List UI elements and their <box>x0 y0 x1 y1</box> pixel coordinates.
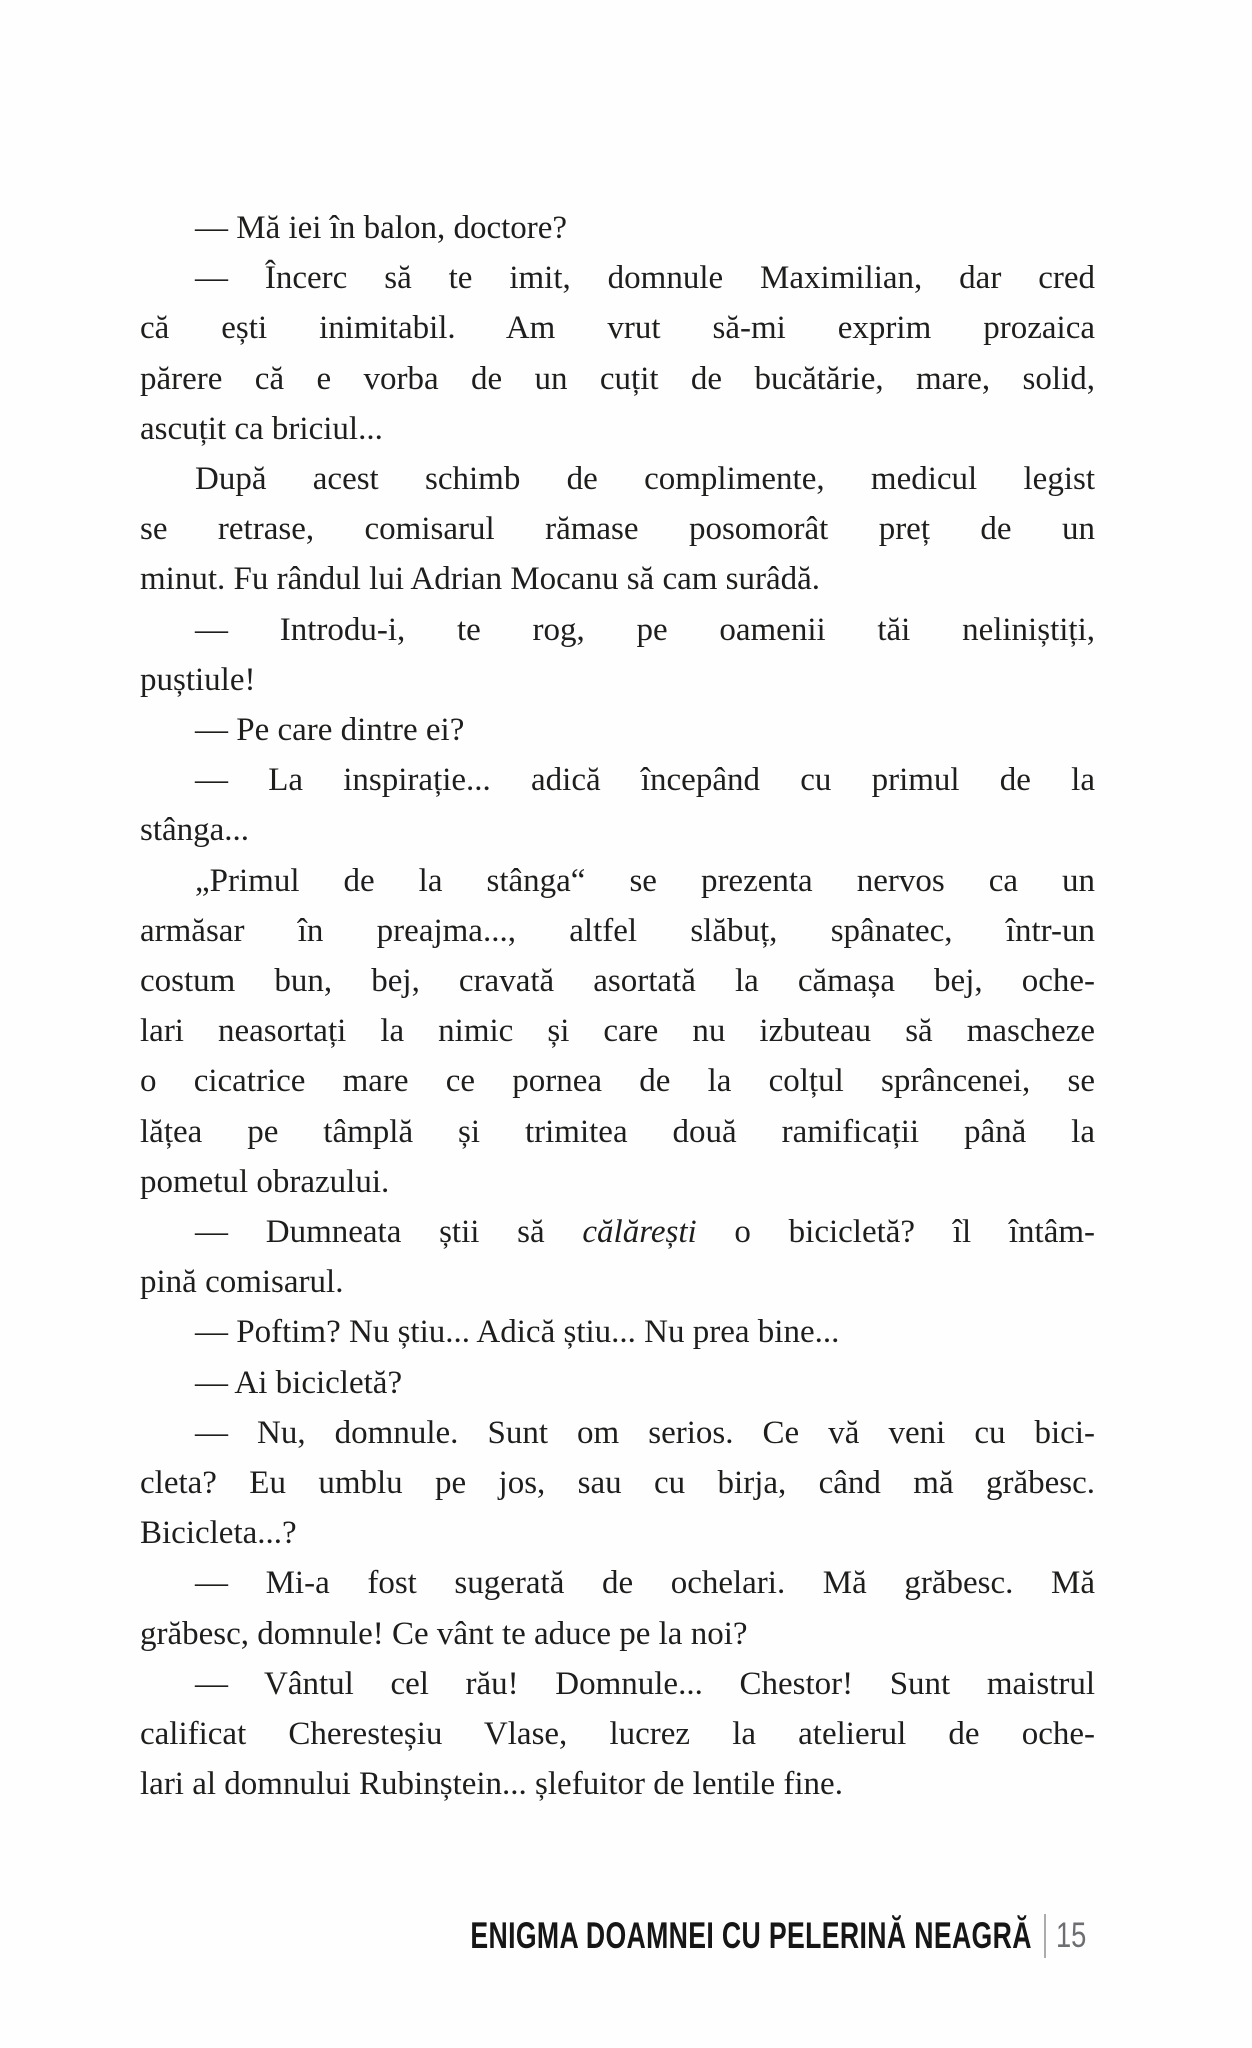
text-segment-italic: călărești <box>582 1214 697 1251</box>
text-line: — Mi-a fost sugerată de ochelari. Mă grăbesc. Mă <box>195 1565 1095 1602</box>
page-text-block <box>140 203 1095 1810</box>
text-line: calificat Cheresteșiu Vlase, lucrez la atelierul de oche- <box>140 1716 1095 1753</box>
text-line: — Pe care dintre ei? <box>195 712 465 749</box>
text-line: — Încerc să te imit, domnule Maximilian, dar cred <box>195 260 1095 297</box>
text-line: stânga... <box>140 812 250 849</box>
text-line: După acest schimb de complimente, medicul legist <box>195 461 1095 498</box>
text-line: lari neasortați la nimic și care nu izbuteau să mascheze <box>140 1013 1095 1050</box>
text-line: — Mă iei în balon, doctore? <box>195 210 568 246</box>
text-line: puștiule! <box>140 661 256 698</box>
text-line: — Vântul cel rău! Domnule... Chestor! Sunt maistrul <box>195 1665 1095 1702</box>
footer-separator <box>1044 1914 1046 1958</box>
text-line: — Nu, domnule. Sunt om serios. Ce vă veni cu bici- <box>195 1414 1095 1451</box>
running-title: ENIGMA DOAMNEI CU PELERINĂ NEAGRĂ <box>470 1915 1033 1956</box>
text-line <box>140 1207 1095 1257</box>
text-line: lari al domnului Rubinștein... șlefuitor de lentile fine. <box>140 1766 843 1803</box>
text-line: minut. Fu rândul lui Adrian Mocanu să cam surâdă. <box>140 561 821 598</box>
text-line: armăsar în preajma..., altfel slăbuț, spânatec, într-un <box>140 912 1095 949</box>
text-line: lățea pe tâmplă și trimitea două ramificații până la <box>140 1113 1095 1150</box>
text-line: — Introdu-i, te rog, pe oamenii tăi neliniștiți, <box>195 611 1095 648</box>
text-line: Bicicleta...? <box>140 1515 297 1552</box>
page-footer <box>252 1910 1095 1962</box>
text-line: grăbesc, domnule! Ce vânt te aduce pe la noi? <box>140 1615 748 1652</box>
page-number: 15 <box>1056 1916 1087 1955</box>
text-line: pometul obrazului. <box>140 1163 390 1200</box>
text-line: părere că e vorba de un cuțit de bucătărie, mare, solid, <box>140 360 1095 397</box>
text-line: că ești inimitabil. Am vrut să-mi exprim prozaica <box>140 310 1095 347</box>
text-segment: — Dumneata știi să <box>195 1214 583 1251</box>
text-line: costum bun, bej, cravată asortată la cămașa bej, oche- <box>140 963 1095 1000</box>
text-line: se retrase, comisarul rămase posomorât preț de un <box>140 511 1095 548</box>
text-line: cleta? Eu umblu pe jos, sau cu birja, când mă grăbesc. <box>140 1465 1095 1502</box>
text-segment: o bicicletă? îl întâm- <box>696 1214 1096 1251</box>
text-line: o cicatrice mare ce pornea de la colțul sprâncenei, se <box>140 1063 1095 1100</box>
text-line: — Poftim? Nu știu... Adică știu... Nu prea bine... <box>195 1314 840 1351</box>
text-line: pină comisarul. <box>140 1264 344 1301</box>
text-line: — Ai bicicletă? <box>195 1364 403 1401</box>
text-line: „Primul de la stânga“ se prezenta nervos ca un <box>195 862 1095 899</box>
text-line: — La inspirație... adică începând cu primul de la <box>195 762 1095 799</box>
text-line: ascuțit ca briciul... <box>140 410 383 447</box>
